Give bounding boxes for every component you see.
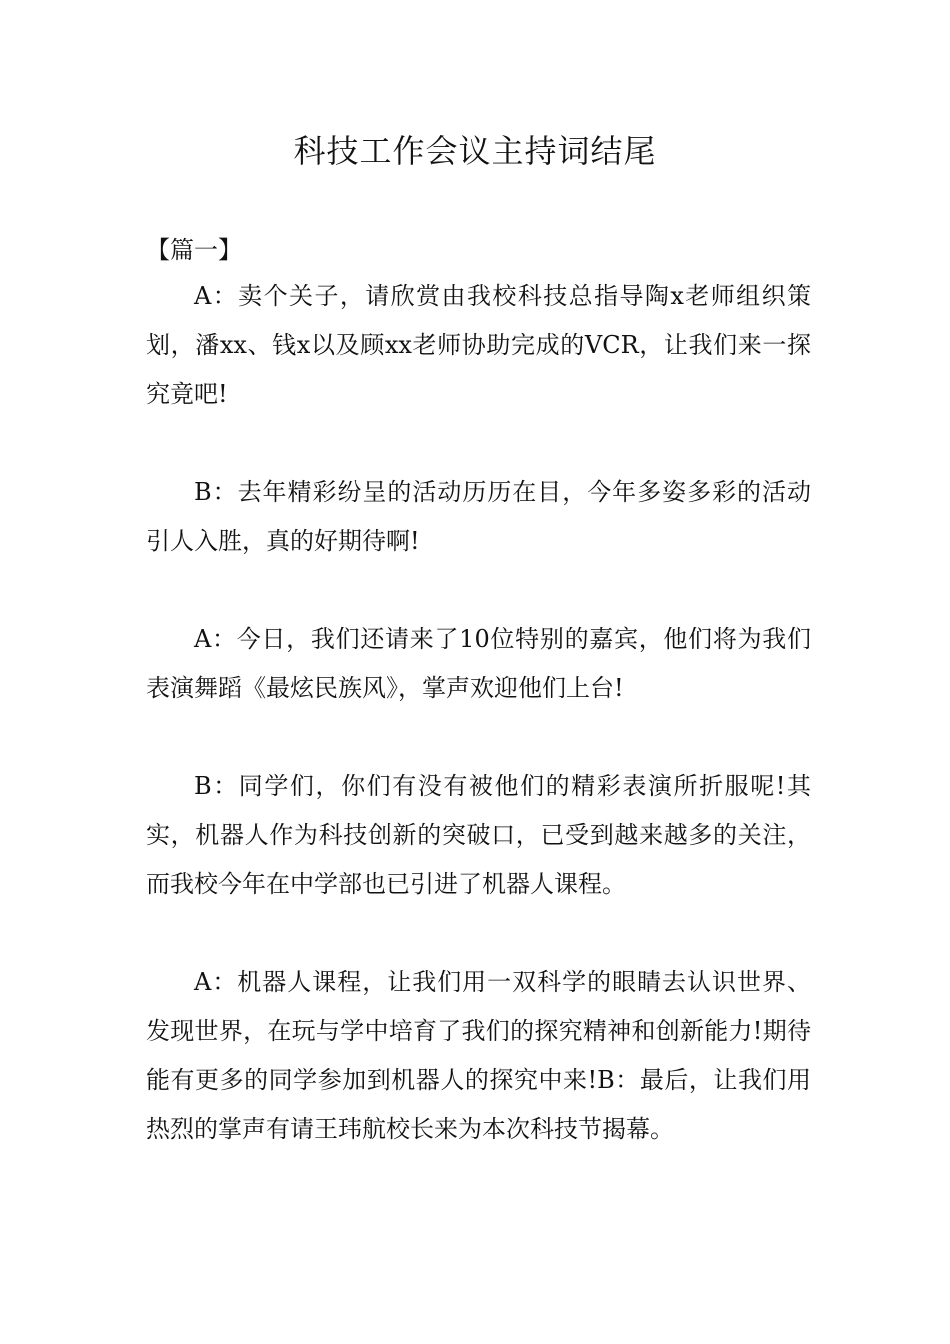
section-label: 【篇一】 <box>146 236 242 264</box>
paragraph-2: B：去年精彩纷呈的活动历历在目，今年多姿多彩的活动引人入胜，真的好期待啊! <box>146 478 811 555</box>
document-body <box>146 228 811 1203</box>
document-title: 科技工作会议主持词结尾 <box>293 132 657 170</box>
paragraph-1: A：卖个关子，请欣赏由我校科技总指导陶x老师组织策划，潘xx、钱x以及顾xx老师协助完成的VCR，让我们来一探究竟吧! <box>146 282 811 408</box>
paragraph-3: A：今日，我们还请来了10位特别的嘉宾，他们将为我们表演舞蹈《最炫民族风》，掌声欢迎他们上台! <box>146 625 811 702</box>
paragraph-4: B：同学们，你们有没有被他们的精彩表演所折服呢!其实，机器人作为科技创新的突破口，已受到越来越多的关注，而我校今年在中学部也已引进了机器人课程。 <box>146 772 811 898</box>
paragraph-5: A：机器人课程，让我们用一双科学的眼睛去认识世界、发现世界，在玩与学中培育了我们的探究精神和创新能力!期待能有更多的同学参加到机器人的探究中来!B：最后，让我们用热烈的掌声有请王玮航校长来为本次科技节揭幕。 <box>146 968 811 1143</box>
